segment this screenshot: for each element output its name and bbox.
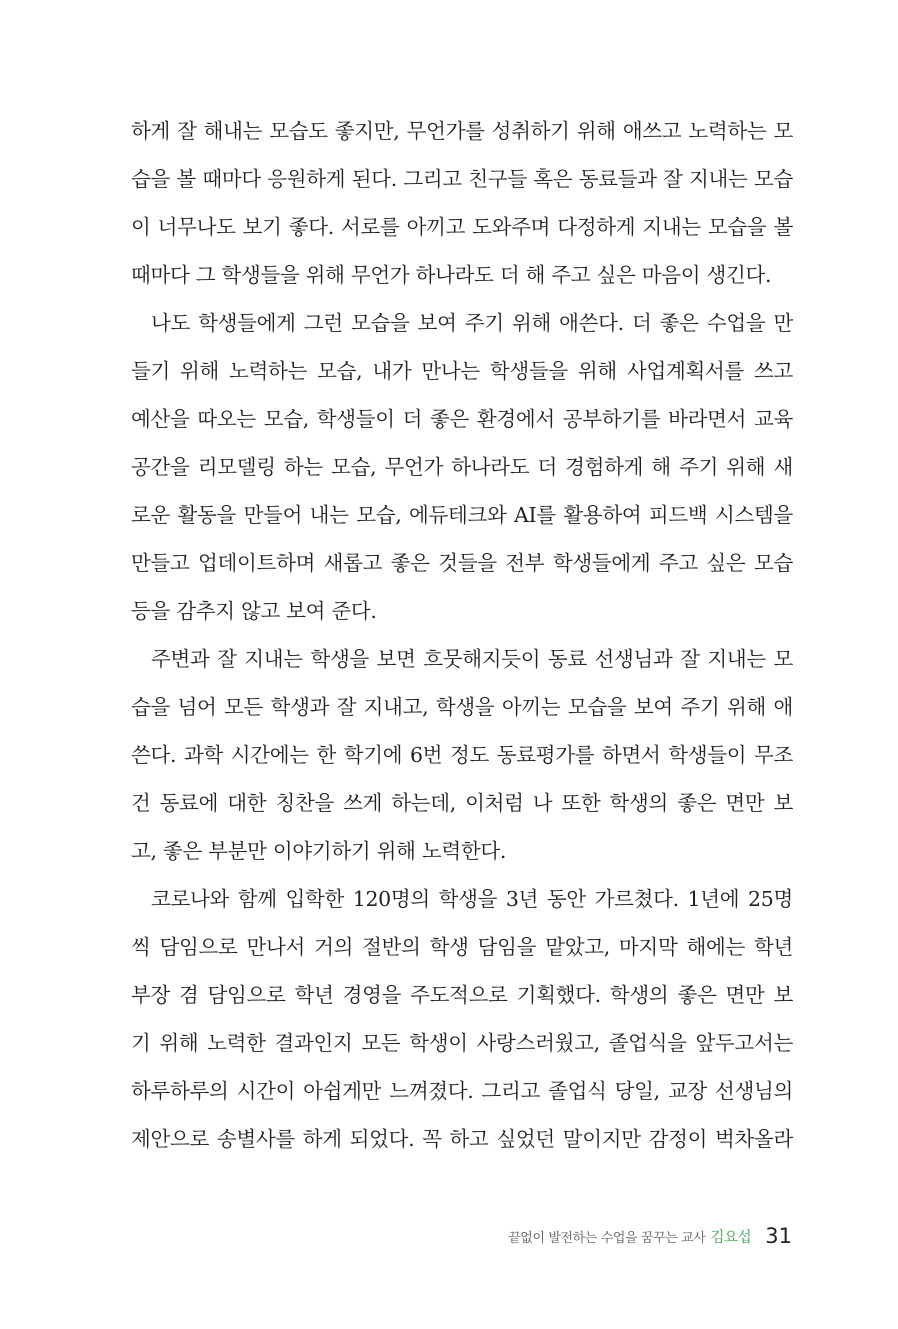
text-line: 습을 넘어 모든 학생과 잘 지내고, 학생을 아끼는 모습을 보여 주기 위해 애 <box>131 695 793 719</box>
text-line: 부장 겸 담임으로 학년 경영을 주도적으로 기획했다. 학생의 좋은 면만 보 <box>131 983 793 1007</box>
text-line: 공간을 리모델링 하는 모습, 무언가 하나라도 더 경험하게 해 주기 위해 새 <box>131 455 793 479</box>
paragraph-3 <box>131 635 793 875</box>
paragraph-4 <box>131 875 793 1163</box>
text-line: 로운 활동을 만들어 내는 모습, 에듀테크와 AI를 활용하여 피드백 시스템을 <box>131 503 793 527</box>
text-line: 건 동료에 대한 칭찬을 쓰게 하는데, 이처럼 나 또한 학생의 좋은 면만 보 <box>131 791 793 815</box>
text-line: 하게 잘 해내는 모습도 좋지만, 무언가를 성취하기 위해 애쓰고 노력하는 모 <box>131 119 793 143</box>
text-line: 코로나와 함께 입학한 120명의 학생을 3년 동안 가르쳤다. 1년에 25명 <box>151 887 793 911</box>
text-line: 제안으로 송별사를 하게 되었다. 꼭 하고 싶었던 말이지만 감정이 벅차올라 <box>131 1127 793 1151</box>
paragraph-2 <box>131 299 793 635</box>
text-line: 들기 위해 노력하는 모습, 내가 만나는 학생들을 위해 사업계획서를 쓰고 <box>131 359 793 383</box>
text-line: 씩 담임으로 만나서 거의 절반의 학생 담임을 맡았고, 마지막 해에는 학년 <box>131 935 793 959</box>
text-line: 기 위해 노력한 결과인지 모든 학생이 사랑스러웠고, 졸업식을 앞두고서는 <box>131 1031 793 1055</box>
text-line: 이 너무나도 보기 좋다. 서로를 아끼고 도와주며 다정하게 지내는 모습을 볼 <box>131 215 793 239</box>
text-line: 습을 볼 때마다 응원하게 된다. 그리고 친구들 혹은 동료들과 잘 지내는 모습 <box>131 167 793 191</box>
text-line: 때마다 그 학생들을 위해 무언가 하나라도 더 해 주고 싶은 마음이 생긴다. <box>131 263 772 287</box>
body-text <box>131 107 793 1163</box>
text-line: 주변과 잘 지내는 학생을 보면 흐뭇해지듯이 동료 선생님과 잘 지내는 모 <box>151 647 793 671</box>
text-line: 만들고 업데이트하며 새롭고 좋은 것들을 전부 학생들에게 주고 싶은 모습 <box>131 551 793 575</box>
paragraph-1 <box>131 107 793 299</box>
page-number: 31 <box>765 1224 792 1248</box>
text-line: 하루하루의 시간이 아쉽게만 느껴졌다. 그리고 졸업식 당일, 교장 선생님의 <box>131 1079 793 1103</box>
page-footer <box>508 1222 792 1250</box>
footer-book-title: 끝없이 발전하는 수업을 꿈꾸는 교사 <box>508 1230 706 1246</box>
text-line: 나도 학생들에게 그런 모습을 보여 주기 위해 애쓴다. 더 좋은 수업을 만 <box>151 311 793 335</box>
text-line: 예산을 따오는 모습, 학생들이 더 좋은 환경에서 공부하기를 바라면서 교육 <box>131 407 793 431</box>
text-line: 등을 감추지 않고 보여 준다. <box>131 599 377 623</box>
text-line: 고, 좋은 부분만 이야기하기 위해 노력한다. <box>131 839 507 863</box>
footer-author: 김요섭 <box>710 1229 752 1246</box>
text-line: 쓴다. 과학 시간에는 한 학기에 6번 정도 동료평가를 하면서 학생들이 무조 <box>131 743 793 767</box>
